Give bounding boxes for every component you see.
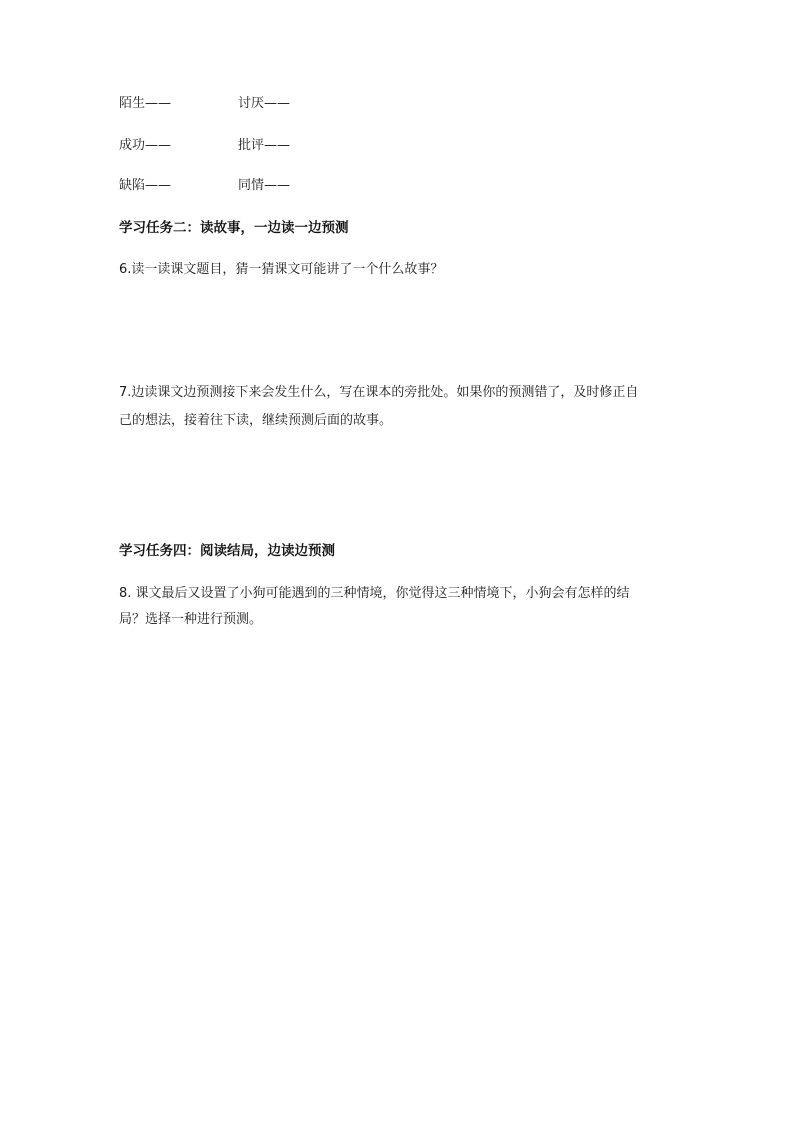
word-right-3: 同情—— (238, 178, 291, 193)
question-8-line-2: 局？选择一种进行预测。 (119, 612, 263, 627)
word-left-3: 缺陷—— (119, 178, 172, 193)
question-8-line-1: 8. 课文最后又设置了小狗可能遇到的三种情境，你觉得这三种情境下，小狗会有怎样的结 (119, 586, 630, 601)
task4-heading: 学习任务四：阅读结局，边读边预测 (119, 543, 335, 559)
word-left-2: 成功—— (119, 138, 172, 153)
question-6: 6.读一读课文题目，猜一猜课文可能讲了一个什么故事？ (119, 262, 444, 277)
question-7-line-2: 己的想法，接着往下读，继续预测后面的故事。 (119, 413, 393, 428)
word-left-1: 陌生—— (119, 96, 172, 111)
question-7-line-1: 7.边读课文边预测接下来会发生什么，写在课本的旁批处。如果你的预测错了，及时修正自 (119, 385, 639, 400)
word-right-1: 讨厌—— (238, 96, 291, 111)
word-right-2: 批评—— (238, 138, 291, 153)
task2-heading: 学习任务二：读故事，一边读一边预测 (119, 220, 349, 236)
